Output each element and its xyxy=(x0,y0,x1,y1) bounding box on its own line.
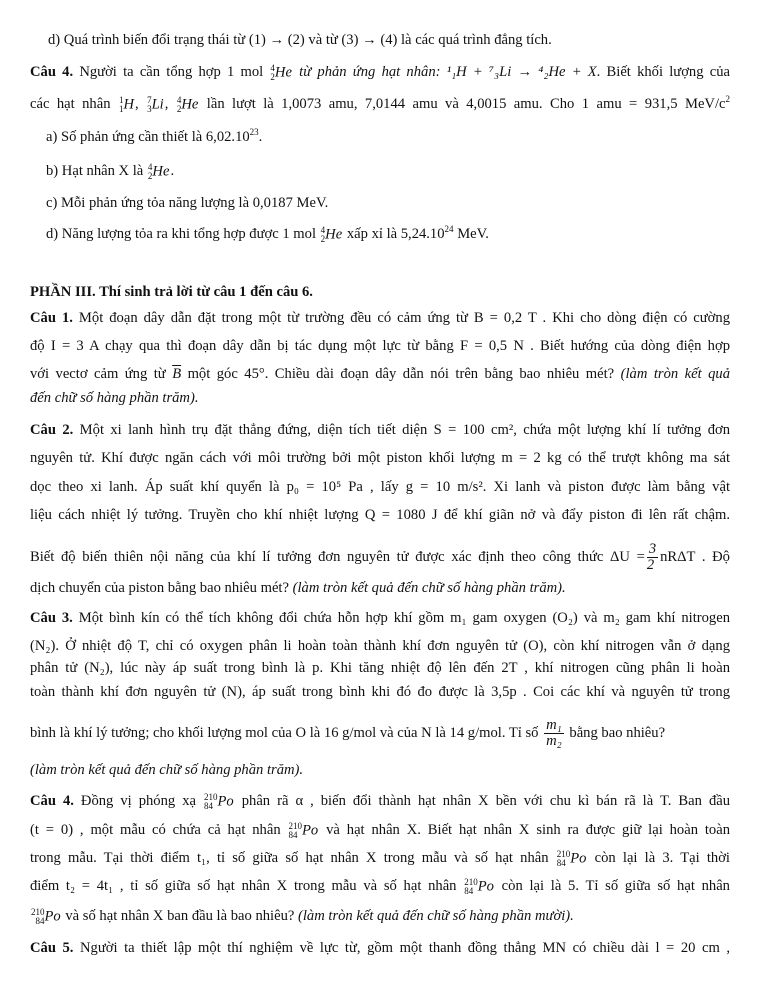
c3-line-5: bình là khí lý tưởng; cho khối lượng mol của O là 16 g/mol và của N là 14 g/mol. Tỉ số $\frac{\text{m₁}}{\text{m₂}}$ bằng bao nhiêu? xyxy=(30,717,666,749)
c1-line-1: Câu 1. Một đoạn dây dẫn đặt trong một từ trường đều có cảm ứng từ B = 0,2 T . Khi cho dòng điện có cường xyxy=(30,310,730,326)
q4-option-a: a) Số phản ứng cần thiết là 6,02.10$^{23}$. xyxy=(46,127,263,145)
fraction-m1-m2: $\frac{\text{m₁}}{\text{m₂}}$ xyxy=(546,717,562,749)
c2-line-4: liệu cách nhiệt lý tưởng. Truyền cho khí nhiệt lượng Q = 1080 J để khí giãn nở và đẩy piston đi lên rất chậm. xyxy=(30,507,730,523)
c4-line-1: Câu 4. Đồng vị phóng xạ 210 84 Po phân rã α , biến đổi thành hạt nhân X bền với chu kì bán rã là T. Ban đầu xyxy=(30,791,731,811)
c1-line-4: đến chữ số hàng phần trăm). xyxy=(30,390,199,406)
c2-line-3: dọc theo xi lanh. Áp suất khí quyển là p₀ = 10⁵ Pa , lấy g = 10 m/s². Xi lanh và piston được làm bằng vật xyxy=(30,479,730,495)
c1-line-3: với vectơ cảm ứng từ $\overline{B}$ một góc 45°. Chiều dài đoạn dây dẫn nói trên bằng bao nhiêu mét? (làm tròn kết quả xyxy=(30,366,730,382)
fraction-3-2: $\frac{3}{2}$ xyxy=(646,541,657,573)
q4-option-d: d) Năng lượng tỏa ra khi tổng hợp được 1 mol 4 2 He xấp xỉ là 5,24.10$^{24}$ MeV. xyxy=(46,224,489,244)
q4-option-c: c) Mỗi phản ứng tỏa năng lượng là 0,0187 MeV. xyxy=(46,195,329,211)
q4-line-1: Câu 4. Người ta cần tổng hợp 1 mol 4 2 He từ phản ứng hạt nhân: ¹₁H + ⁷₃Li → ⁴₂He + X. Biết khối lượng của xyxy=(30,62,730,82)
c2-line-5: Biết độ biến thiên nội năng của khí lí tưởng đơn nguyên tử được xác định theo công thức ΔU = $\frac{3}{2}$ nRΔT . Độ xyxy=(30,541,730,573)
q4-line-2: các hạt nhân 1 1 H, 7 3 Li, 4 2 He lần lượt là 1,0073 amu, 7,0144 amu và 4,0015 amu. Cho 1 amu = 931,5 MeV/$c^2$ xyxy=(30,94,731,114)
c2-line-6: dịch chuyển của piston bằng bao nhiêu mét? (làm tròn kết quả đến chữ số hàng phần trăm). xyxy=(30,580,566,596)
b-vector: $\overline{B}$ xyxy=(172,366,182,382)
part-iii-heading: PHẦN III. Thí sinh trả lời từ câu 1 đến câu 6. xyxy=(30,284,313,300)
q4-label: Câu 4. xyxy=(30,64,74,80)
reaction-equation: ¹₁H + ⁷₃Li → ⁴₂He + X xyxy=(446,64,597,80)
c3-line-3: phân tử (N₂), lúc này áp suất trong bình là p. Khi tăng nhiệt độ lên đến 2T , khí nitrogen cũng phân li hoàn xyxy=(30,660,730,676)
statement-d-prev: d) Quá trình biến đổi trạng thái từ (1) → (2) và từ (3) → (4) là các quá trình đẳng tích. xyxy=(48,32,552,48)
c4-line-4: điểm t₂ = 4t₁ , tỉ số giữa số hạt nhân X trong mẫu và số hạt nhân 210 84 Po còn lại là 5. Tỉ số giữa số hạt nhân xyxy=(30,876,730,896)
c3-line-1: Câu 3. Một bình kín có thể tích không đổi chứa hỗn hợp khí gồm m₁ gam oxygen (O₂) và m₂ gam khí nitrogen xyxy=(30,610,730,626)
c2-line-2: nguyên tử. Khí được ngăn cách với môi trường bởi một piston khối lượng m = 2 kg có thể trượt không ma sát xyxy=(30,450,730,466)
c2-line-1: Câu 2. Một xi lanh hình trụ đặt thẳng đứng, diện tích tiết diện S = 100 cm², chứa một lượng khí lí tưởng đơn xyxy=(30,422,731,438)
c3-line-2: (N₂). Ở nhiệt độ T, chỉ có oxygen phân li hoàn toàn thành khí đơn nguyên tử (O), còn khí nitrogen vẫn ở dạng xyxy=(30,638,730,654)
c3-line-4: toàn thành khí đơn nguyên tử (N), áp suất trong bình khi đó đo được là 3,5p . Coi các khí và nguyên tử trong xyxy=(30,684,730,700)
q4-option-b: b) Hạt nhân X là 4 2 He. xyxy=(46,161,175,181)
c4-line-2: (t = 0) , một mẫu có chứa cả hạt nhân 210 84 Po và hạt nhân X. Biết hạt nhân X sinh ra được giữ lại hoàn toàn xyxy=(30,820,731,840)
nucleus-he: 4 2 He xyxy=(270,62,292,82)
c3-line-6: (làm tròn kết quả đến chữ số hàng phần trăm). xyxy=(30,762,304,778)
c5-line-1: Câu 5. Người ta thiết lập một thí nghiệm về lực từ, gồm một thanh đồng thẳng MN có chiều dài l = 20 cm , xyxy=(30,940,731,956)
c4-line-5: 210 84 Po và số hạt nhân X ban đầu là bao nhiêu? (làm tròn kết quả đến chữ số hàng phần mười). xyxy=(31,906,574,926)
c1-line-2: độ I = 3 A chạy qua thì đoạn dây dẫn bị tác dụng một lực từ bằng F = 0,5 N . Biết hướng của dòng điện hợp xyxy=(30,338,730,354)
c4-line-3: trong mẫu. Tại thời điểm t₁, tỉ số giữa số hạt nhân X trong mẫu và số hạt nhân 210 84 Po còn lại là 3. Tại thời xyxy=(30,848,730,868)
